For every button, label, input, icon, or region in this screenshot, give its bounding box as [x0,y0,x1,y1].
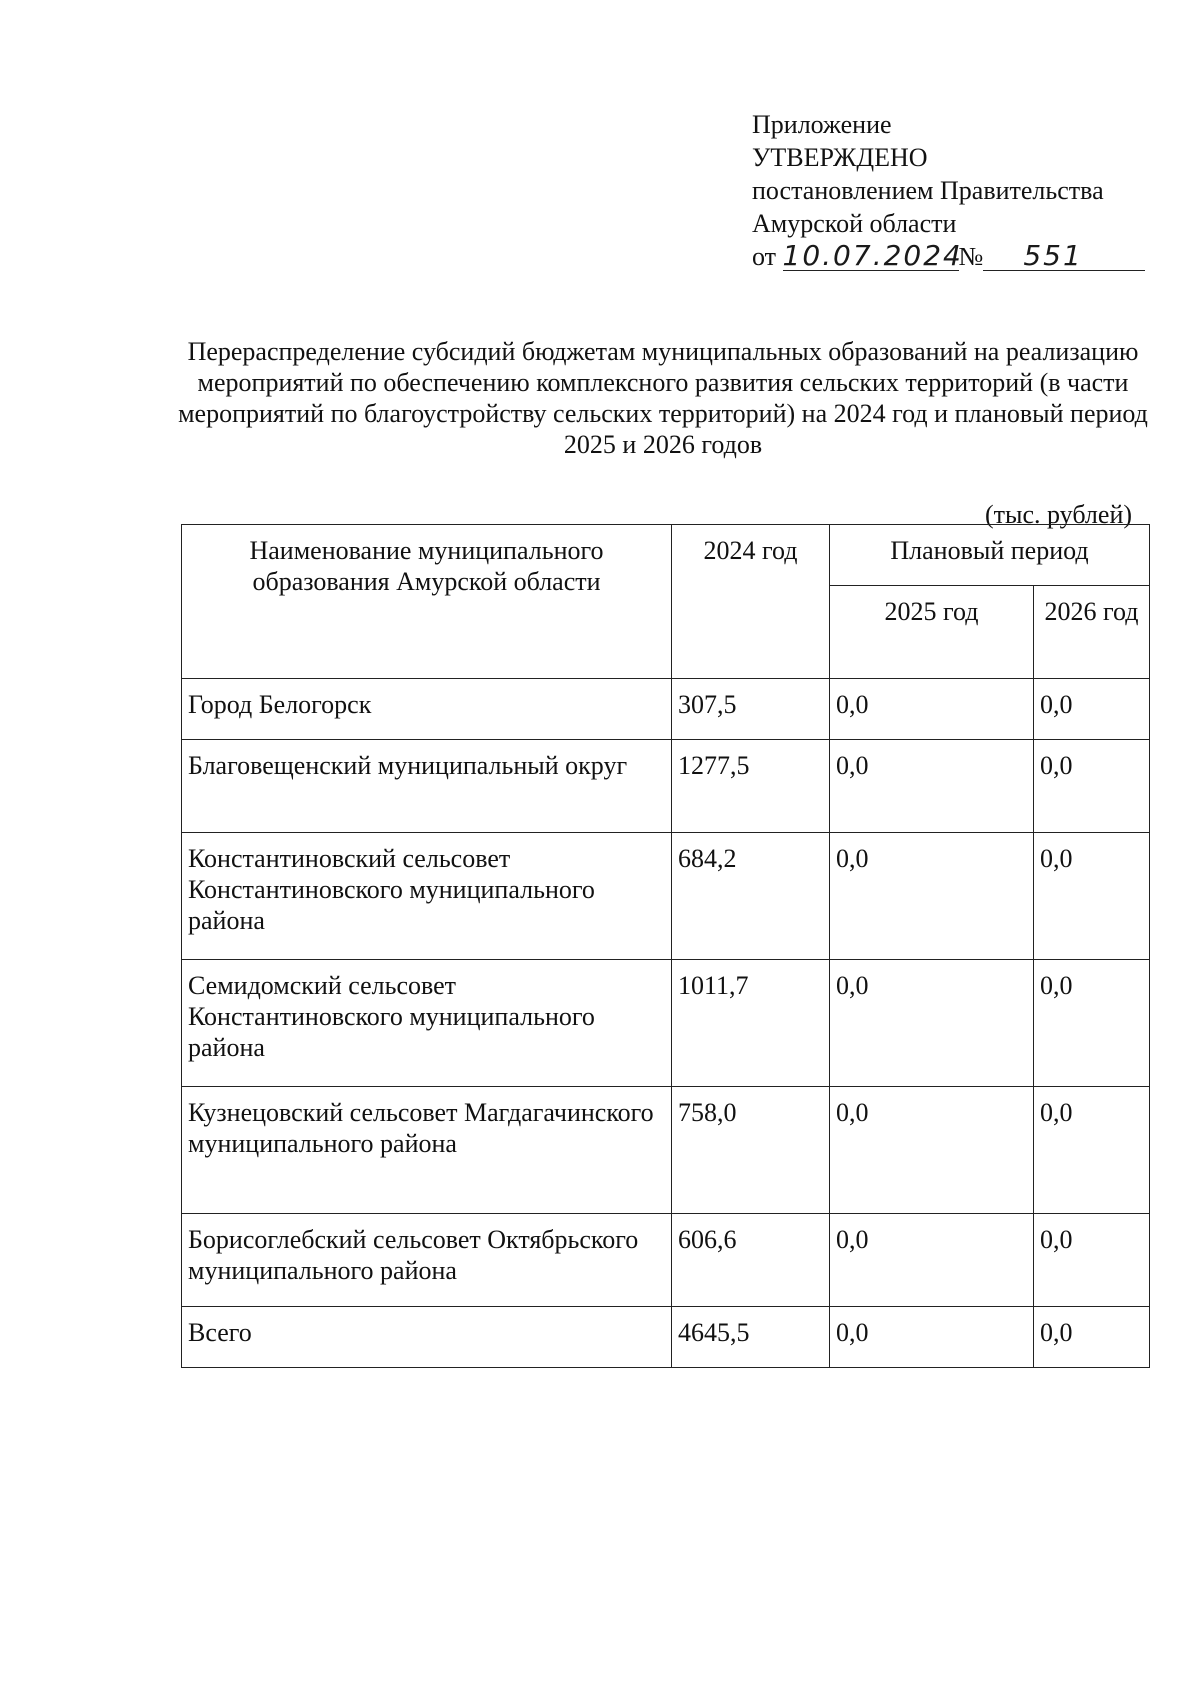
total-row [182,1307,1150,1368]
row-name: Константиновский сельсовет Константиновского муниципального района [182,833,672,960]
header-row [182,525,1150,586]
total-2026: 0,0 [1034,1307,1150,1368]
date-prefix: от [752,242,777,271]
row-name: Семидомский сельсовет Константиновского муниципального района [182,960,672,1087]
table-row [182,1214,1150,1307]
handwritten-number: 551 [983,242,1145,271]
row-2025: 0,0 [830,1214,1034,1307]
row-name: Благовещенский муниципальный округ [182,740,672,833]
row-2025: 0,0 [830,960,1034,1087]
row-2025: 0,0 [830,679,1034,740]
header-name: Наименование муниципального образования Амурской области [182,525,672,679]
table-row [182,1087,1150,1214]
row-2024: 606,6 [672,1214,830,1307]
document-title: Перераспределение субсидий бюджетам муниципальных образований на реализацию мероприятий по обеспечению комплексного развития сельских территорий (в части мероприятий по благоустройству сельских территорий) на 2024 год и плановый период 2025 и 2026 годов [178,337,1148,459]
handwritten-date: 10.07.2024 [782,239,963,272]
region-label: Амурской области [752,209,957,238]
table-row [182,960,1150,1087]
header-2026: 2026 год [1034,586,1150,679]
approval-block [752,108,1145,273]
total-2025: 0,0 [830,1307,1034,1368]
row-2024: 684,2 [672,833,830,960]
table-row [182,740,1150,833]
row-2024: 1011,7 [672,960,830,1087]
row-name: Борисоглебский сельсовет Октябрьского муниципального района [182,1214,672,1307]
subsidy-table [181,524,1150,1368]
date-number-line [752,240,1145,273]
header-planned: Плановый период [830,525,1150,586]
total-2024: 4645,5 [672,1307,830,1368]
resolution-label: постановлением Правительства [752,176,1104,205]
header-2025: 2025 год [830,586,1034,679]
row-2026: 0,0 [1034,1214,1150,1307]
row-name: Город Белогорск [182,679,672,740]
row-2025: 0,0 [830,1087,1034,1214]
appendix-label: Приложение [752,110,892,139]
row-2024: 1277,5 [672,740,830,833]
table-row [182,679,1150,740]
number-label: № [958,242,984,271]
row-2024: 307,5 [672,679,830,740]
total-label: Всего [182,1307,672,1368]
row-2025: 0,0 [830,740,1034,833]
table-row [182,833,1150,960]
units-label: (тыс. рублей) [985,500,1133,529]
row-2026: 0,0 [1034,960,1150,1087]
row-2026: 0,0 [1034,740,1150,833]
row-2026: 0,0 [1034,679,1150,740]
row-2025: 0,0 [830,833,1034,960]
row-2026: 0,0 [1034,833,1150,960]
approved-label: УТВЕРЖДЕНО [752,143,928,172]
header-2024: 2024 год [672,525,830,679]
row-name: Кузнецовский сельсовет Магдагачинского муниципального района [182,1087,672,1214]
row-2024: 758,0 [672,1087,830,1214]
row-2026: 0,0 [1034,1087,1150,1214]
